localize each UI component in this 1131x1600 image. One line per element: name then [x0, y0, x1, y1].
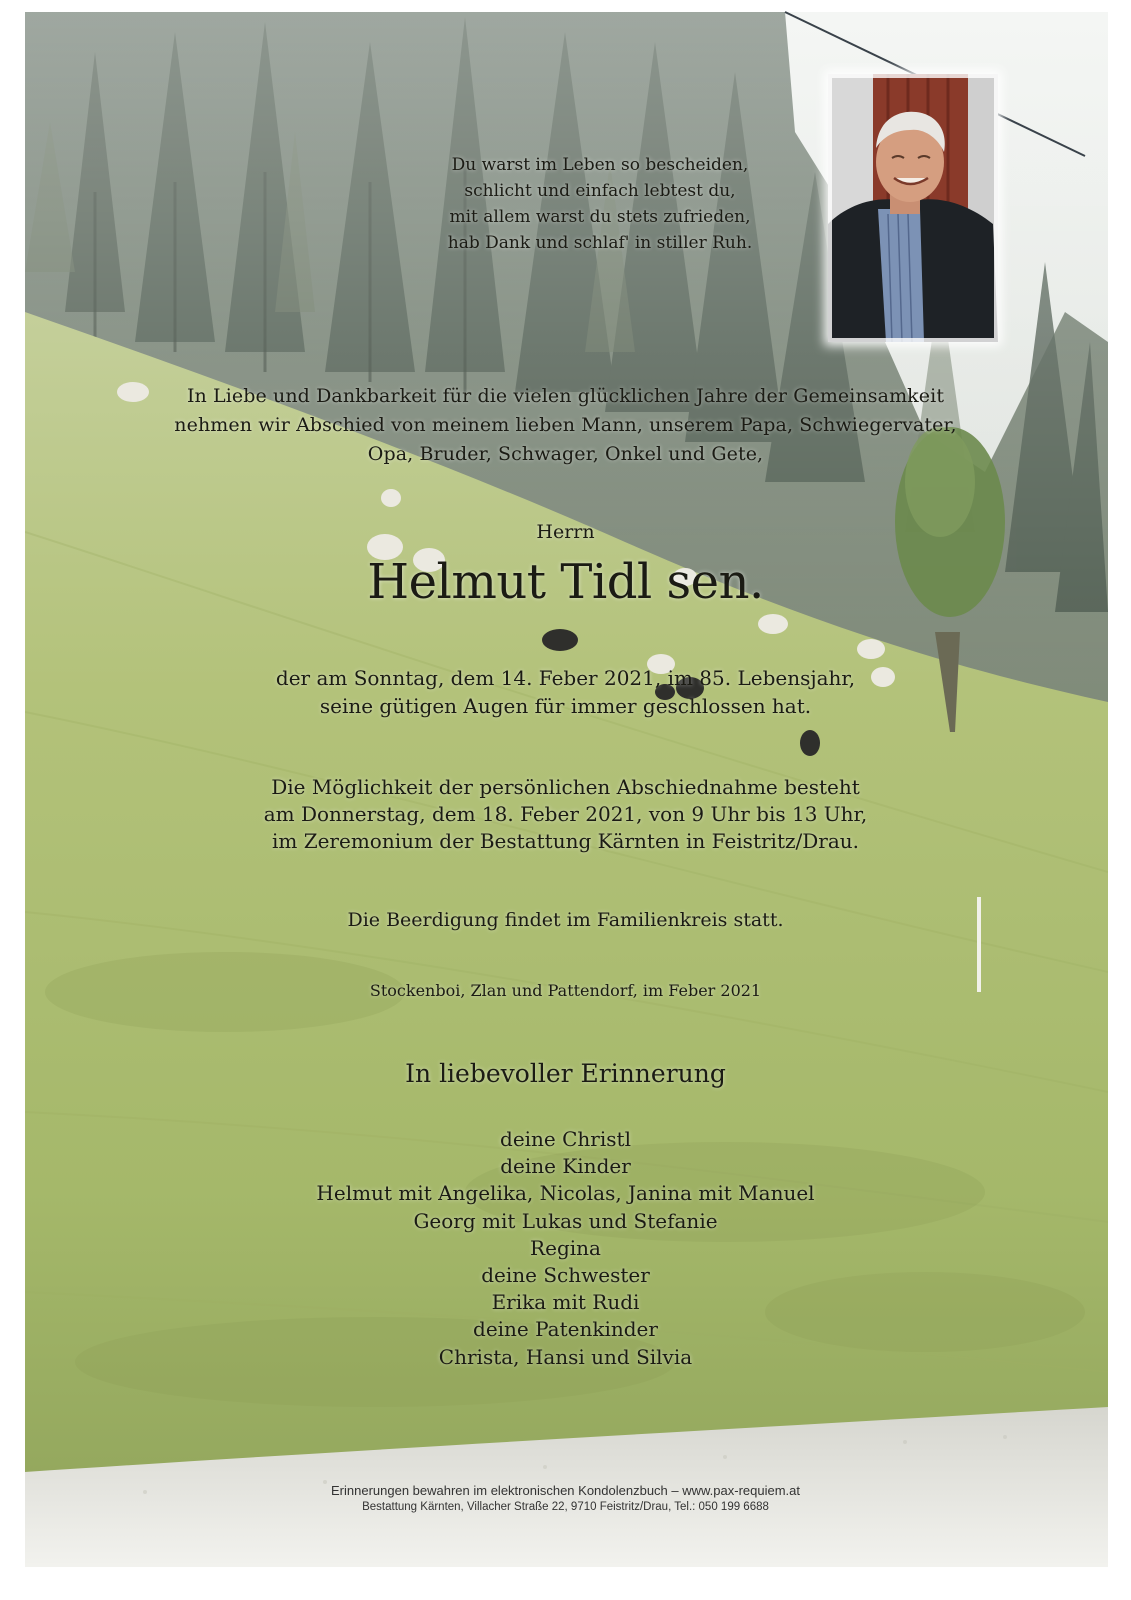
footer-funeral-home-address: Bestattung Kärnten, Villacher Straße 22, 9710 Feistritz/Drau, Tel.: 050 199 6688 — [362, 1501, 769, 1513]
mourner-entry: Helmut mit Angelika, Nicolas, Janina mit Manuel — [316, 1181, 815, 1206]
death-notice-line: der am Sonntag, dem 14. Feber 2021, im 85. Lebensjahr, — [275, 666, 856, 690]
mourner-entry: Erika mit Rudi — [491, 1290, 640, 1315]
mourner-entry: Regina — [530, 1235, 601, 1260]
farewell-notice-line: Die Möglichkeit der persönlichen Abschiednahme besteht — [271, 775, 860, 799]
intro-line: In Liebe und Dankbarkeit für die vielen glücklichen Jahre der Gemeinsamkeit — [186, 385, 945, 407]
announcement-intro — [0, 382, 1131, 469]
intro-line: nehmen wir Abschied von meinem lieben Mann, unserem Papa, Schwiegervater, — [174, 414, 957, 436]
death-notice — [0, 664, 1131, 720]
burial-notice: Die Beerdigung findet im Familienkreis statt. — [347, 909, 784, 931]
memorial-poem — [340, 152, 860, 256]
poem-line: mit allem warst du stets zufrieden, — [449, 207, 751, 227]
poem-line: hab Dank und schlaf' in stiller Ruh. — [447, 233, 753, 253]
farewell-notice-line: am Donnerstag, dem 18. Feber 2021, von 9 Uhr bis 13 Uhr, — [263, 802, 868, 826]
poem-line: schlicht und einfach lebtest du, — [464, 181, 736, 201]
salutation: Herrn — [536, 521, 595, 543]
memory-heading: In liebevoller Erinnerung — [405, 1059, 726, 1088]
mourners-list — [0, 1126, 1131, 1371]
poem-line: Du warst im Leben so bescheiden, — [451, 155, 749, 175]
deceased-name: Helmut Tidl sen. — [367, 554, 764, 610]
death-notice-line: seine gütigen Augen für immer geschlossen hat. — [319, 694, 812, 718]
mourner-entry: deine Patenkinder — [473, 1317, 658, 1342]
farewell-notice — [0, 774, 1131, 855]
intro-line: Opa, Bruder, Schwager, Onkel und Gete, — [367, 443, 764, 465]
mourner-entry: Christa, Hansi und Silvia — [438, 1344, 693, 1369]
footer-condolence-link: Erinnerungen bewahren im elektronischen Kondolenzbuch – www.pax-requiem.at — [331, 1483, 800, 1498]
mourner-entry: deine Christl — [500, 1127, 631, 1151]
farewell-notice-line: im Zeremonium der Bestattung Kärnten in Feistritz/Drau. — [271, 829, 860, 853]
mourner-entry: deine Kinder — [500, 1154, 631, 1179]
mourner-entry: deine Schwester — [481, 1263, 650, 1288]
mourner-entry: Georg mit Lukas und Stefanie — [413, 1208, 718, 1233]
place-and-date: Stockenboi, Zlan und Pattendorf, im Feber 2021 — [369, 981, 762, 1000]
